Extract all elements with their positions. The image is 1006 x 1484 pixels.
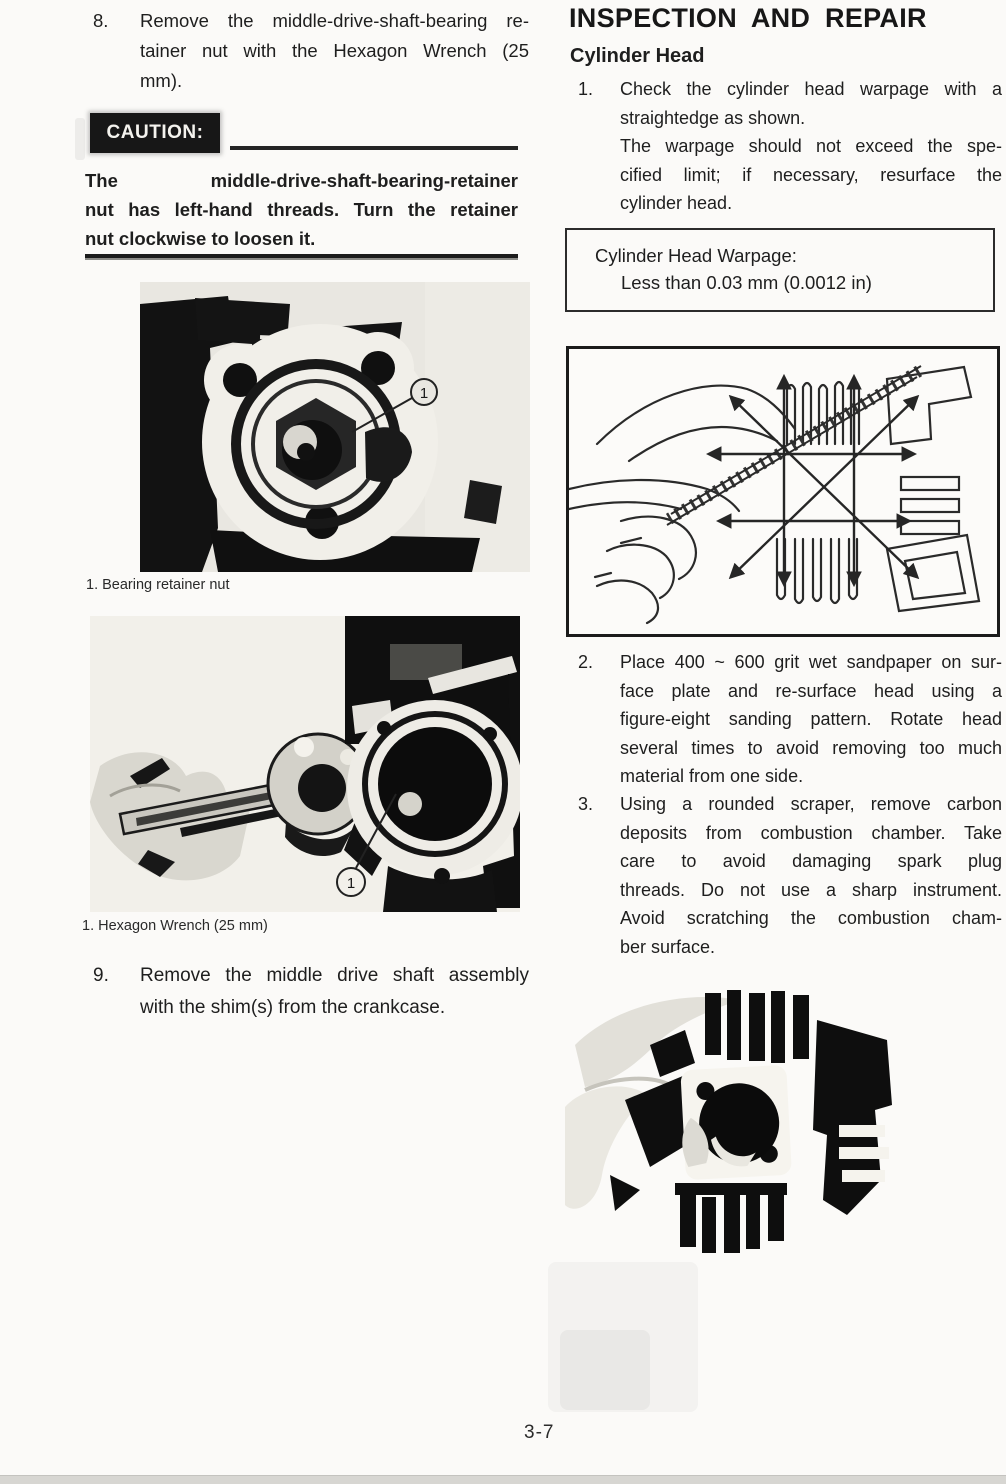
step-2-number: 2. [578, 652, 594, 672]
caution-label: CAUTION: [106, 122, 204, 143]
step-9-number: 9. [93, 965, 109, 986]
step-1-text: Check the cylinder head warpage with a straightedge as shown. [620, 79, 1002, 128]
scan-edge-shadow [0, 1475, 1006, 1484]
step-2 [578, 648, 1002, 791]
step-3-number: 3. [578, 794, 594, 814]
svg-text:1: 1 [419, 385, 429, 402]
caution-rule-top [230, 146, 518, 150]
step-9-text: Remove the middle drive shaft assembly with the shim(s) from the crankcase. [140, 965, 529, 1018]
spec-box [565, 228, 995, 312]
section-title: INSPECTION AND REPAIR [569, 3, 927, 33]
step-2-text: Place 400 ~ 600 grit wet sandpaper on sur- face plate and re-surface head using a figure-eight sanding pattern. Rotate head several times to avoid removing too much material from one side. [620, 652, 1002, 786]
warpage-check-figure [566, 346, 1000, 637]
step-3 [578, 790, 1002, 961]
caution-text: The middle-drive-shaft-bearing-retainer nut has left-hand threads. Turn the retainer nut clockwise to loosen it. [85, 170, 518, 249]
step-1-continued-text: The warpage should not exceed the spe- cified limit; if necessary, resurface the cylinder head. [620, 136, 1002, 213]
photo-1-caption: 1. Bearing retainer nut [86, 577, 230, 593]
caution-rule-bottom [85, 254, 518, 260]
step-3-text: Using a rounded scraper, remove carbon deposits from combustion chamber. Take care to avoid damaging spark plug threads. Do not use a sharp instrument. Avoid scratching the combustion cham- ber surface. [620, 794, 1002, 957]
callout-1-icon [337, 868, 365, 896]
scan-smudge [560, 1330, 650, 1410]
step-8-number: 8. [93, 10, 109, 31]
warpage-check-drawing [569, 349, 997, 634]
caution-badge [90, 113, 220, 153]
step-8 [93, 6, 529, 96]
step-8-text: Remove the middle-drive-shaft-bearing re- tainer nut with the Hexagon Wrench (25 mm). [140, 10, 529, 91]
page-number: 3-7 [524, 1422, 555, 1443]
bearing-retainer-nut-photo [140, 282, 530, 572]
subsection-title: Cylinder Head [570, 45, 705, 67]
spec-title: Cylinder Head Warpage: [595, 245, 797, 266]
hexagon-wrench-photo [90, 616, 520, 912]
photo-2-caption: 1. Hexagon Wrench (25 mm) [82, 918, 268, 934]
step-9 [93, 960, 529, 1024]
step-1 [578, 75, 1002, 132]
callout-1-icon [411, 379, 437, 405]
spec-value: Less than 0.03 mm (0.0012 in) [621, 272, 872, 293]
cylinder-head-photo [555, 985, 905, 1260]
svg-text:1: 1 [346, 875, 356, 892]
scan-smudge [75, 118, 85, 160]
step-1-number: 1. [578, 79, 594, 99]
